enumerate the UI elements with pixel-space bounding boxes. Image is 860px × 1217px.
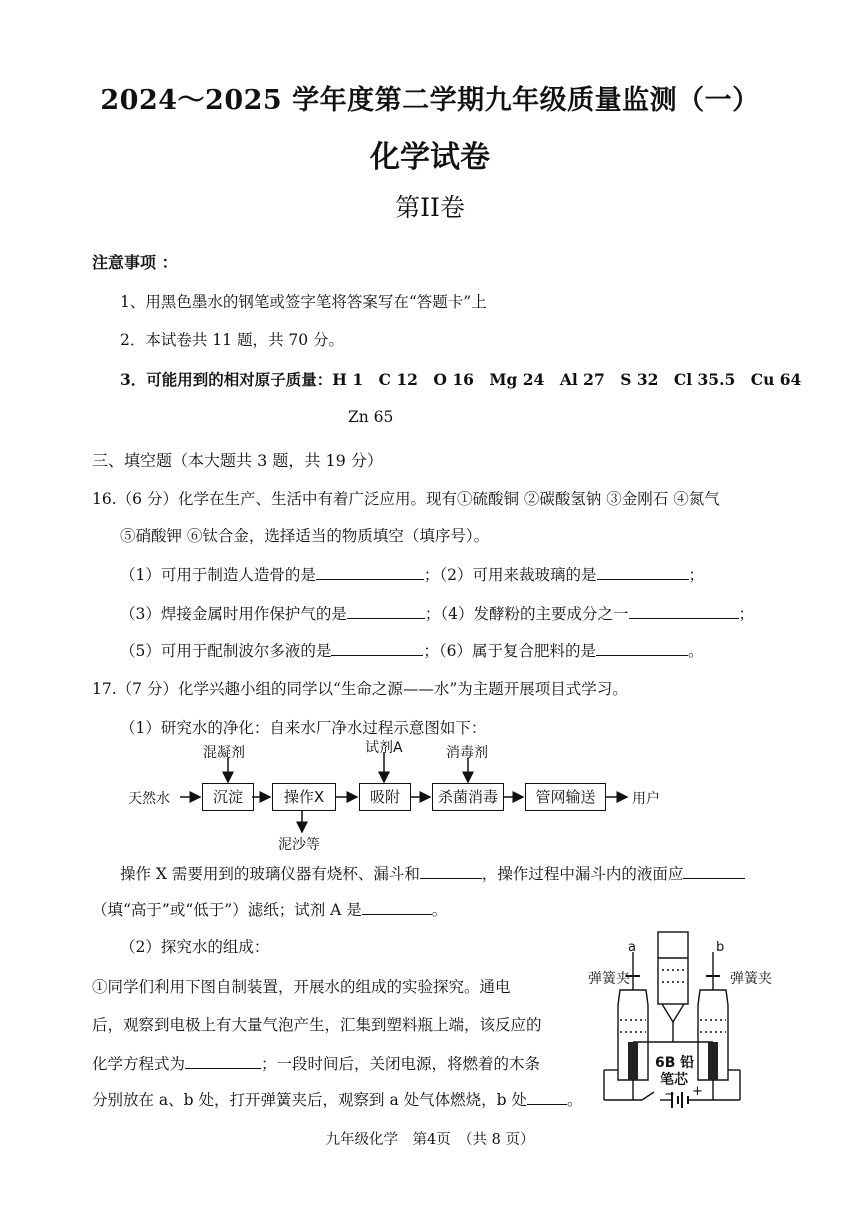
pencil-core-label-2: 笔芯 <box>660 1072 688 1088</box>
notes-heading: 注意事项 ： <box>92 253 178 272</box>
q17-exp-line-1: ①同学们利用下图自制装置，开展水的组成的实验探究。通电 <box>92 978 511 996</box>
battery-plus: + <box>692 1084 703 1099</box>
clip-right-label: 弹簧夹 <box>730 971 772 987</box>
flow-end: 用户 <box>632 791 660 807</box>
q17-exp-3b: ；一段时间后，关闭电源，将燃着的木条 <box>261 1055 541 1073</box>
electrolysis-apparatus-icon <box>590 930 790 1110</box>
battery-minus: − <box>664 1087 675 1102</box>
flow-step-3: 吸附 <box>359 783 411 811</box>
flow-step-5: 管网输送 <box>525 783 606 811</box>
answer-blank-10[interactable] <box>185 1053 261 1069</box>
subject-title: 化学试卷 <box>370 140 490 175</box>
answer-blank-8[interactable] <box>683 863 745 879</box>
q17-op-line-2 <box>92 898 447 920</box>
clip-left-label: 弹簧夹 <box>588 971 630 987</box>
q16-period: 。 <box>688 642 704 660</box>
flow-input-3: 消毒剂 <box>446 745 488 761</box>
q17-op-1: 操作 X 需要用到的玻璃仪器有烧杯、漏斗和 <box>120 865 420 883</box>
flow-step-2: 操作X <box>272 783 336 811</box>
q17-stem: 17.（7 分）化学兴趣小组的同学以“生命之源——水”为主题开展项目式学习。 <box>92 680 628 698</box>
notes-item-1: 1、用黑色墨水的钢笔或签字笔将答案写在“答题卡”上 <box>120 293 487 311</box>
q17-op-3: （填“高于”或“低于”）滤纸；试剂 A 是 <box>92 901 362 919</box>
q16-stem-2: ⑤硝酸钾 ⑥钛合金，选择适当的物质填空（填序号）。 <box>120 527 490 545</box>
q16-stem-1: 16.（6 分）化学在生产、生活中有着广泛应用。现有①硫酸铜 ②碳酸氢钠 ③金刚石 ④氮气 <box>92 490 720 508</box>
q16-part-1: （1）可用于制造人造骨的是 <box>120 566 316 584</box>
answer-blank-7[interactable] <box>420 863 482 879</box>
notes-item-3: 3．可能用到的相对原子质量：H 1 C 12 O 16 Mg 24 Al 27 S 32 Cl 35.5 Cu 64 <box>120 370 802 389</box>
flow-input-2: 试剂A <box>365 740 403 756</box>
q16-part-5: （5）可用于配制波尔多液的是 <box>120 642 332 660</box>
answer-blank-11[interactable] <box>527 1089 567 1105</box>
q16-part-4: ；（4）发酵粉的主要成分之一 <box>424 605 629 623</box>
q16-part-3: （3）焊接金属时用作保护气的是 <box>120 605 347 623</box>
q16-part-2: ；（2）可用来裁玻璃的是 <box>423 566 597 584</box>
flow-start: 天然水 <box>128 791 170 807</box>
volume-title: 第II卷 <box>395 193 465 222</box>
q16-part-6: ；（6）属于复合肥料的是 <box>423 642 596 660</box>
q17-part-2: （2）探究水的组成： <box>120 938 270 956</box>
flow-output: 泥沙等 <box>278 837 320 853</box>
q17-exp-line-2: 后，观察到电极上有大量气泡产生，汇集到塑料瓶上端，该反应的 <box>92 1016 542 1034</box>
q17-op-2: ，操作过程中漏斗内的液面应 <box>481 865 684 883</box>
q17-exp-line-3 <box>92 1052 540 1074</box>
notes-item-3-cont: Zn 65 <box>348 408 394 426</box>
q17-exp-4b: 。 <box>566 1091 583 1109</box>
q16-semi-2: ； <box>738 605 755 623</box>
q16-semi-1: ； <box>688 566 705 584</box>
exam-title: 2024～2025 学年度第二学期九年级质量监测（一） <box>100 85 760 116</box>
flow-step-4: 杀菌消毒 <box>432 783 504 811</box>
q17-exp-3a: 化学方程式为 <box>92 1055 186 1073</box>
q17-exp-line-4 <box>92 1088 582 1110</box>
flow-input-1: 混凝剂 <box>203 745 245 761</box>
q17-exp-4a: 分别放在 a、b 处，打开弹簧夹后，观察到 a 处气体燃烧，b 处 <box>92 1091 527 1109</box>
flow-step-1: 沉淀 <box>202 783 254 811</box>
answer-blank-9[interactable] <box>362 899 432 915</box>
q17-op-line-1 <box>120 862 745 884</box>
q17-part-1: （1）研究水的净化：自来水厂净水过程示意图如下： <box>120 719 487 737</box>
label-a: a <box>628 940 636 955</box>
page-footer: 九年级化学 第4页 （共 8 页） <box>325 1132 535 1148</box>
pencil-core-label-1: 6B 铅 <box>655 1055 695 1071</box>
q17-op-end: 。 <box>431 901 448 919</box>
label-b: b <box>716 940 725 955</box>
section-heading: 三、填空题（本大题共 3 题，共 19 分） <box>92 451 383 470</box>
notes-item-2: 2．本试卷共 11 题，共 70 分。 <box>120 331 345 349</box>
